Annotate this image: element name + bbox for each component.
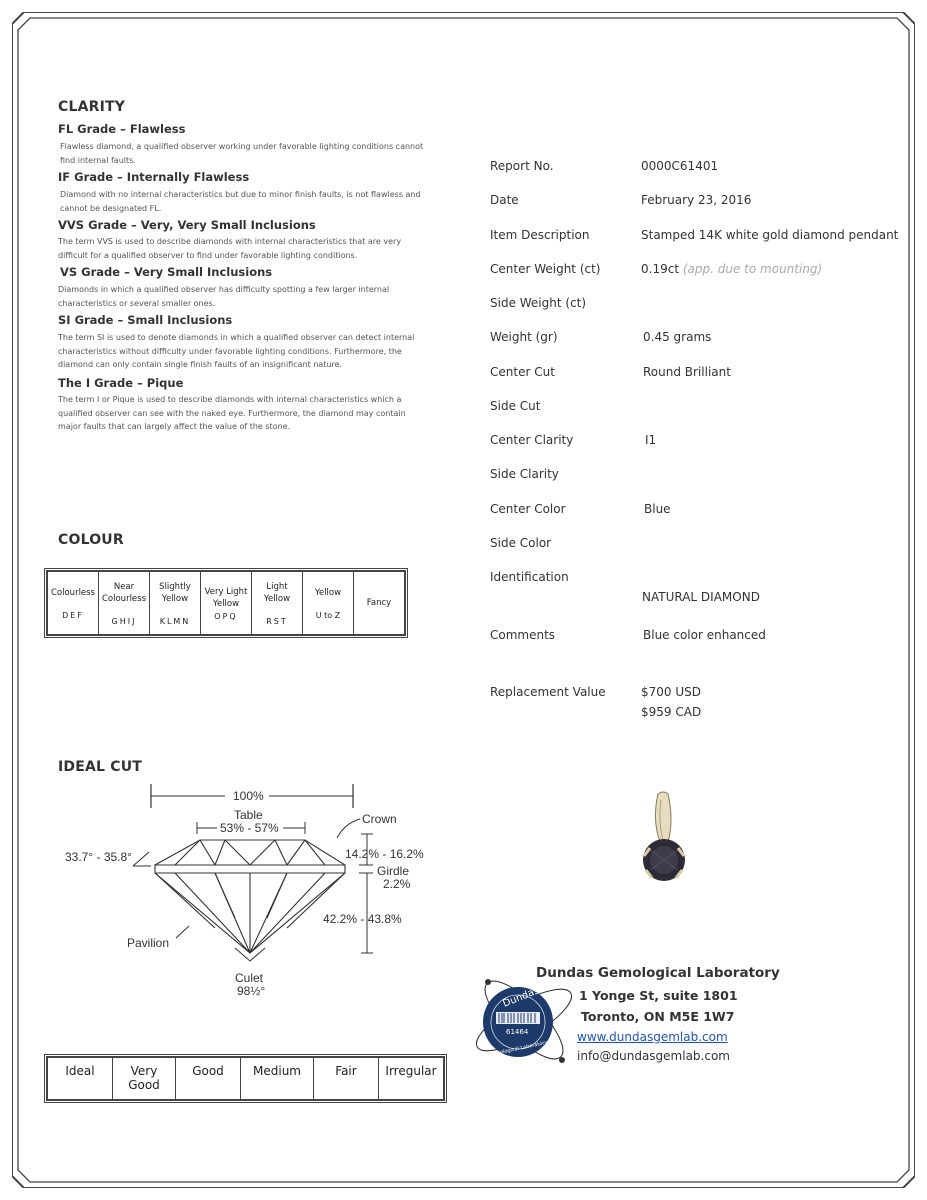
colour-name: Light Yellow [263, 581, 291, 604]
colour-cell [354, 571, 406, 635]
report-label: Side Cut [490, 399, 541, 413]
grade-title-if: IF Grade – Internally Flawless [58, 170, 250, 184]
cut-grade-cell: Ideal [47, 1057, 113, 1100]
cut-grade-cell: Good [176, 1057, 241, 1100]
report-label: Report No. [490, 159, 554, 173]
grade-body-si: The term SI is used to denote diamonds in which a qualified observer can detect internal characteristics without difficulty under favorable lighting conditions. Furthermore, the diamond can only contain single finish faults of an insignificant nature. [58, 333, 415, 369]
lab-name: Dundas Gemological Laboratory [536, 965, 780, 981]
diagram-pavilion-label: Pavilion [127, 936, 170, 950]
colour-name: Colourless [50, 587, 96, 598]
grade-body-vs: Diamonds in which a qualified observer has difficulty spotting a few larger internal characteristics or several smaller ones. [58, 285, 390, 308]
colour-cell [303, 571, 354, 635]
report-date: February 23, 2016 [641, 193, 752, 207]
report-label: Comments [490, 628, 556, 642]
seal-subtitle: Gemological Laboratory [488, 1039, 548, 1059]
colour-cell [99, 571, 150, 635]
colour-scale-table [46, 570, 406, 636]
report-label: Side Clarity [490, 467, 559, 481]
center-weight-value: 0.19ct [641, 262, 680, 276]
grade-body-vvs: The term VVS is used to describe diamonds with internal characteristics that are very difficult for a qualified observer to find under favorable lighting conditions. [58, 237, 402, 260]
cut-grade-cell: Irregular [379, 1057, 445, 1100]
report-identification: NATURAL DIAMOND [642, 590, 760, 604]
diagram-girdle-pct: 2.2% [383, 877, 411, 891]
report-label: Date [490, 193, 519, 207]
ideal-cut-heading: IDEAL CUT [58, 759, 143, 775]
diagram-culet-label: Culet [235, 971, 264, 985]
replacement-usd: $700 USD [641, 685, 701, 699]
grade-body-fl: Flawless diamond, a qualified observer working under favorable lighting conditions cannot find internal faults. [60, 142, 424, 165]
lab-email: info@dundasgemlab.com [577, 1049, 730, 1063]
seal-title: Dundas [501, 985, 541, 1010]
clarity-heading: CLARITY [58, 99, 126, 115]
report-center-weight [641, 262, 822, 276]
colour-heading: COLOUR [58, 532, 124, 548]
report-label: Center Cut [490, 365, 555, 379]
diagram-table-label: Table [234, 808, 263, 822]
grade-title-si: SI Grade – Small Inclusions [58, 313, 233, 327]
lab-address-line1: 1 Yonge St, suite 1801 [579, 988, 738, 1003]
colour-name: Near Colourless [101, 581, 147, 604]
report-center-cut: Round Brilliant [643, 365, 731, 379]
diagram-crown-angle: 33.7° - 35.8° [65, 850, 132, 864]
report-label: Center Color [490, 502, 566, 516]
report-comments: Blue color enhanced [643, 628, 766, 642]
colour-cell [201, 571, 252, 635]
diagram-table-range: 53% - 57% [220, 821, 279, 835]
cut-grade-cell: Very Good [113, 1057, 176, 1100]
report-item-description: Stamped 14K white gold diamond pendant [641, 228, 899, 242]
lab-address-line2: Toronto, ON M5E 1W7 [581, 1009, 735, 1024]
report-label: Identification [490, 570, 569, 584]
report-label: Side Color [490, 536, 552, 550]
colour-name: Yellow [314, 587, 342, 598]
colour-grades: RST [266, 616, 288, 626]
diagram-total-width: 100% [233, 789, 264, 803]
grade-title-fl: FL Grade – Flawless [58, 122, 186, 136]
diagram-girdle-label: Girdle [377, 864, 410, 878]
colour-grades: KLMN [159, 616, 191, 626]
grade-body-if: Diamond with no internal characteristics but due to minor finish faults, is not flawless and cannot be designated FL. [60, 190, 421, 213]
report-number: 0000C61401 [641, 159, 719, 173]
colour-cell [150, 571, 201, 635]
colour-name: Very Light Yellow [204, 586, 248, 609]
colour-grades: GHIJ [111, 616, 137, 626]
report-label: Center Clarity [490, 433, 574, 447]
diamond-proportions-diagram [55, 778, 445, 1008]
colour-name: Slightly Yellow [159, 581, 191, 604]
report-label: Side Weight (ct) [490, 296, 587, 310]
colour-grades: OPQ [214, 611, 238, 621]
report-label: Item Description [490, 228, 590, 242]
grade-title-vs: VS Grade – Very Small Inclusions [60, 265, 273, 279]
grade-title-vvs: VVS Grade – Very, Very Small Inclusions [58, 218, 316, 232]
colour-grades: DEF [62, 610, 84, 620]
report-label: Center Weight (ct) [490, 262, 601, 276]
grade-title-i: The I Grade – Pique [58, 376, 184, 390]
colour-name: Fancy [366, 598, 392, 608]
grade-body-i: The term I or Pique is used to describe diamonds with internal characteristics which a qualified observer can see with the naked eye. Furthermore, the diamond may contain major faults that can largely affect the value of the stone. [58, 395, 406, 431]
colour-grades: U to Z [315, 610, 341, 620]
cut-grade-cell: Medium [241, 1057, 314, 1100]
colour-cell [47, 571, 99, 635]
cut-grade-cell: Fair [314, 1057, 379, 1100]
pendant-image [630, 790, 700, 890]
diagram-culet-angle: 98½° [237, 984, 266, 998]
report-weight-grams: 0.45 grams [643, 330, 712, 344]
report-label: Replacement Value [490, 685, 606, 699]
lab-website-link[interactable]: www.dundasgemlab.com [577, 1030, 728, 1044]
replacement-cad: $959 CAD [641, 705, 702, 719]
cut-grade-table [46, 1056, 445, 1101]
diagram-pavilion-depth: 42.2% - 43.8% [323, 912, 402, 926]
center-weight-note: (app. due to mounting) [682, 262, 823, 276]
report-label: Weight (gr) [490, 330, 558, 344]
report-center-color: Blue [644, 502, 671, 516]
diagram-crown-height: 14.2% - 16.2% [345, 847, 424, 861]
seal-number: 61464 [506, 1028, 529, 1036]
diagram-crown-label: Crown [362, 812, 397, 826]
colour-cell [252, 571, 303, 635]
report-center-clarity: I1 [645, 433, 657, 447]
